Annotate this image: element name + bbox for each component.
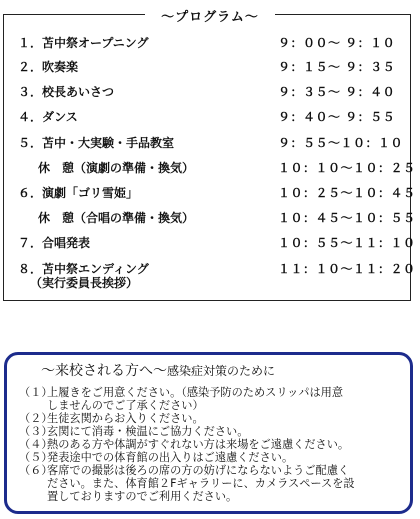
program-item-name: ７．合唱発表 <box>18 236 91 250</box>
notice-item <box>19 465 349 477</box>
notice-item-text: 熱のある方や体調がすぐれない方は来場をご遠慮ください。 <box>47 438 350 451</box>
notice-item-text: 上履きをご用意ください。（感染予防のためスリッパは用意 <box>47 386 344 399</box>
notice-item <box>19 452 293 464</box>
program-title <box>0 6 420 25</box>
notice-item-number: （３） <box>19 425 53 438</box>
notice-item <box>19 439 349 451</box>
program-item-time: ９：３５～ ９：４０ <box>278 85 396 99</box>
notice-item <box>19 426 248 438</box>
program-item-name: １．苫中祭オープニング <box>18 36 149 50</box>
program-title-text: ～プログラム～ <box>145 10 275 25</box>
program-row <box>18 209 416 229</box>
program-item-time: １０：５５～１１：１０ <box>278 236 416 250</box>
notice-item <box>19 413 204 425</box>
program-item-time: １１：１０～１１：２０ <box>278 262 416 276</box>
notice-item-text: 玄関にて消毒・検温にご協力ください。 <box>47 425 249 438</box>
program-row <box>18 234 416 254</box>
program-row <box>18 83 410 103</box>
program-item-time: １０：１０～１０：２５ <box>278 161 416 175</box>
program-item-name: 休 憩（合唱の準備・換気） <box>38 211 195 225</box>
program-row <box>18 159 416 179</box>
notice-item-continuation: 置しておりますのでご利用ください。 <box>47 490 238 503</box>
program-item-time: ９：５５～１０：１０ <box>278 136 404 150</box>
program-item-time: ９：００～ ９：１０ <box>278 36 396 50</box>
notice-box <box>4 352 413 514</box>
program-item-time: ９：１５～ ９：３５ <box>278 60 396 74</box>
program-row <box>18 134 410 154</box>
notice-item-number: （５） <box>19 451 53 464</box>
program-item-name: ４．ダンス <box>18 110 78 124</box>
program-item-name: ６．演劇「ゴリ雪姫」 <box>18 186 139 200</box>
program-row <box>18 34 410 54</box>
notice-item-number: （２） <box>19 412 53 425</box>
notice-heading-sub: 感染症対策のために <box>167 364 276 378</box>
program-row <box>18 58 410 78</box>
program-item-name: ２．吹奏楽 <box>18 60 79 74</box>
notice-item-number: （６） <box>19 464 53 477</box>
program-item-name: ８．苫中祭エンディング <box>18 262 149 276</box>
notice-item-text: 発表途中での体育館の出入りはご遠慮ください。 <box>47 451 294 464</box>
notice-item-continuation: しませんのでご了承ください） <box>47 399 204 412</box>
program-row <box>18 184 416 204</box>
notice-item <box>19 387 343 399</box>
program-item-subtitle: （実行委員長挨拶） <box>30 276 139 290</box>
program-item-name: ５．苫中・大実験・手品教室 <box>18 136 175 150</box>
notice-heading-main: ～来校される方へ～ <box>41 363 167 379</box>
program-item-time: ９：４０～ ９：５５ <box>278 110 396 124</box>
notice-item-text: 客席での撮影は後ろの席の方の妨げにならないようご配慮く <box>47 464 350 477</box>
program-row <box>18 260 416 294</box>
notice-heading <box>41 360 275 380</box>
program-item-name: 休 憩（演劇の準備・換気） <box>38 161 195 175</box>
notice-item-continuation: ださい。また、体育館２Fギャラリーに、カメラスペースを設 <box>47 477 355 490</box>
notice-item-number: （４） <box>19 438 53 451</box>
program-item-time: １０：４５～１０：５５ <box>278 211 416 225</box>
program-item-time: １０：２５～１０：４５ <box>278 186 416 200</box>
program-item-name: ３．校長あいさつ <box>18 85 115 99</box>
notice-item-text: 生徒玄関からお入りください。 <box>47 412 204 425</box>
program-row <box>18 108 410 128</box>
notice-item-number: （１） <box>19 386 53 399</box>
